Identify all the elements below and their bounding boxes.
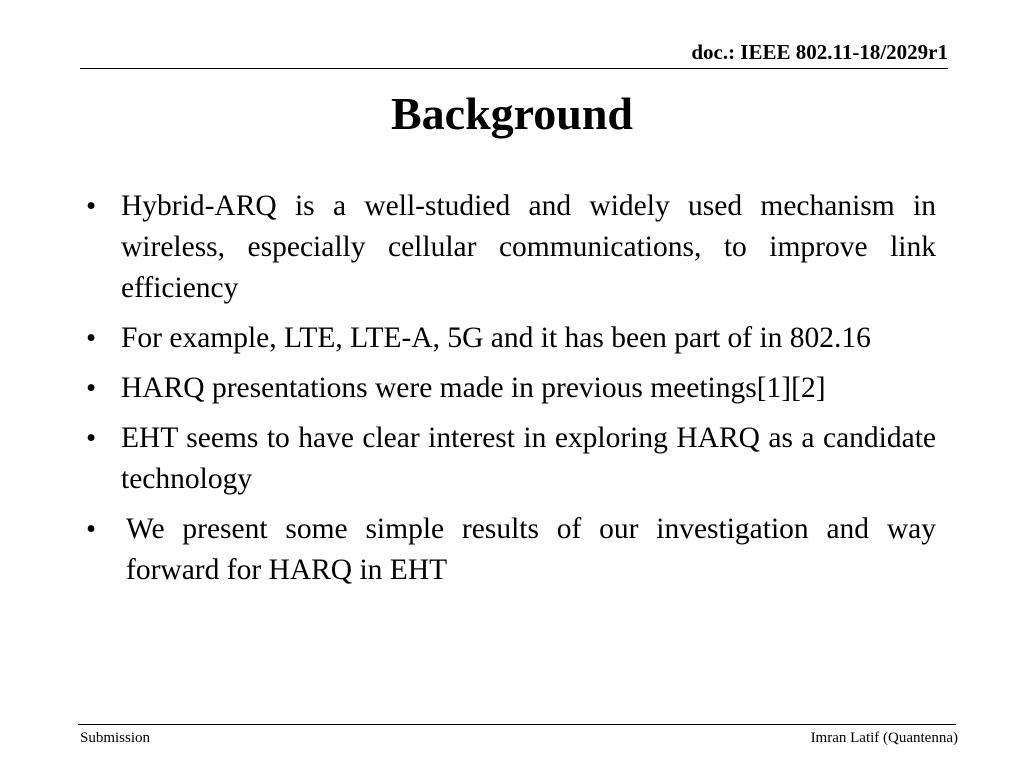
bullet-item <box>86 318 936 359</box>
bullet-item <box>86 186 936 309</box>
bullet-item <box>86 418 936 500</box>
bullet-text: EHT seems to have clear interest in exploring HARQ as a candidate technology <box>121 422 936 495</box>
bullet-marker: • <box>86 513 97 545</box>
bullet-text: For example, LTE, LTE-A, 5G and it has been part of in 802.16 <box>121 322 871 354</box>
bullet-marker: • <box>86 322 97 354</box>
header-divider <box>80 68 948 69</box>
bullet-list <box>86 186 936 600</box>
slide-title: Background <box>390 88 634 139</box>
bullet-text: We present some simple results of our investigation and way forward for HARQ in EHT <box>126 513 936 586</box>
bullet-marker: • <box>86 422 97 454</box>
bullet-item <box>86 509 936 591</box>
bullet-item <box>86 368 936 409</box>
bullet-marker: • <box>86 190 97 222</box>
footer-submission: Submission <box>80 730 151 746</box>
bullet-text: Hybrid-ARQ is a well-studied and widely used mechanism in wireless, especially cellular communications, to improve link efficiency <box>121 190 936 304</box>
bullet-text: HARQ presentations were made in previous meetings[1][2] <box>121 372 826 404</box>
footer-author: Imran Latif (Quantenna) <box>810 730 958 746</box>
bullet-marker: • <box>86 372 97 404</box>
doc-id: doc.: IEEE 802.11-18/2029r1 <box>691 40 948 64</box>
footer-divider <box>78 724 956 725</box>
